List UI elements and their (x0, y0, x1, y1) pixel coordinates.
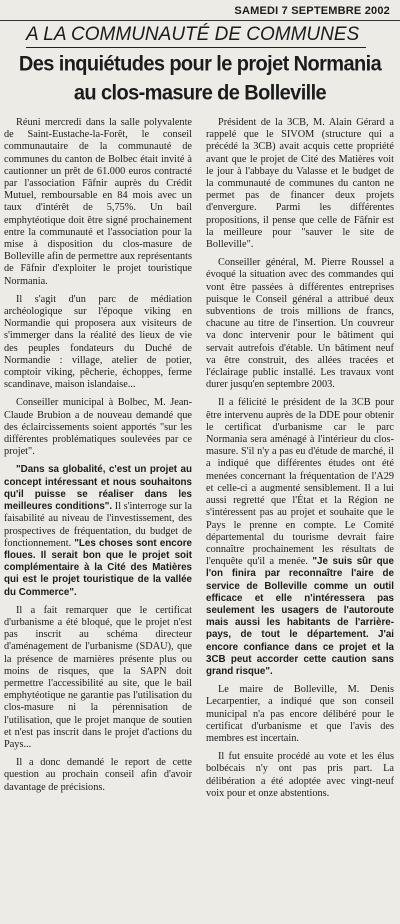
paragraph: Président de la 3CB, M. Alain Gérard a rappelé que le SIVOM (structure qui a précédé la 3CB) avait acquis cette propriété avant que le projet de Cité des Matières voit le jour à l'abbaye du Valasse et le budget de la communauté de communes du canton ne permet pas de financer deux projets d'envergure. Parmi les différentes propositions, il pense que celle de Fâfnir est la meilleure pour "sauver le site de Bolleville". (206, 117, 394, 251)
issue-date: SAMEDI 7 SEPTEMBRE 2002 (234, 5, 390, 17)
paragraph: Il a donc demandé le report de cette question au prochain conseil afin d'avoir davantage de précisions. (4, 757, 192, 793)
paragraph: Conseiller général, M. Pierre Roussel a évoqué la situation avec des commandes qui vont être passées à différentes entreprises puisque le Conseil général a attribué deux subventions de trois millions de francs, chacune au titre de l'insertion. Un couvreur va donc intervenir pour le bâtiment qui servait autrefois d'étable. Un bâtiment neuf va être construit, des allées tracées et l'éclairage public installé. Les travaux vont durer jusqu'en septembre 2003. (206, 257, 394, 391)
headline-line-2: au clos-masure de Bolleville (73, 81, 327, 106)
paragraph: Le maire de Bolleville, M. Denis Lecarpentier, a indiqué que son conseil municipal n'a pas encore délibéré pour le certificat d'urbanisme et que l'avis des membres est incertain. (206, 684, 394, 744)
paragraph (206, 397, 394, 678)
paragraph: Il s'agit d'un parc de médiation archéologique sur l'époque viking en Normandie qui proposera aux visiteurs de s'immerger dans la réalité des lieux de vie des peuples fondateurs du Duché de Normandie : village, atelier de potier, comptoir viking, pêcherie, échoppes, ferme scandinave, maison islandaise... (4, 293, 192, 391)
headline-line-1: Des inquiétudes pour le projet Normania (18, 52, 382, 76)
paragraph: Il a fait remarquer que le certificat d'urbanisme a été bloqué, que le projet n'est pas inscrit au schéma directeur d'aménagement de l'urbanisme (SDAU), que la présence de marnières présente plus ou moins de risques, que la SAPN doit permettre l'accessibilité au site, que le bail emphytéotique ne garantie pas l'utilisation du clos-masure ni la pérennisation de l'utilisation, que le projet manque de soutien et n'est pas inscrit dans le projet d'actions du Pays... (4, 604, 192, 750)
column-left (4, 117, 192, 924)
article-headline (6, 50, 394, 108)
header-rule (0, 20, 400, 21)
quote: "Dans sa globalité, c'est un projet au concept intéressant et nous souhaitons qu'il puisse se réaliser dans les meilleures conditions". (4, 464, 192, 513)
paragraph: Conseiller municipal à Bolbec, M. Jean-Claude Brubion a de nouveau demandé que des éclaircissements soient apportés "sur les différentes problématiques soulevées par ce projet". (4, 397, 192, 458)
paragraph (4, 464, 192, 598)
section-rubric: A LA COMMUNAUTÉ DE COMMUNES (26, 24, 366, 48)
quote: "Je suis sûr que l'on finira par reconnaître l'aire de service de Bolleville comme un outil efficace et elle n'intéressera pas seulement les usagers de l'autoroute mais aussi les habitants de l'arrière-pays, de tout le département. J'ai encore confiance dans ce projet et la 3CB peut accorder cette caution sans grand risque". (206, 556, 394, 677)
quote: "Les choses sont encore floues. Il serait bon que le projet soit complémentaire à la Cité des Matières qui est le projet touristique de la vallée du Commerce". (4, 537, 192, 598)
paragraph: Il fut ensuite procédé au vote et les élus bolbécais n'y ont pas pris part. La délibération a été adoptée avec vingt-neuf voix pour et onze abstentions. (206, 751, 394, 799)
paragraph-text: Il a félicité le président de la 3CB pour être intervenu auprès de la DDE pour obtenir le certificat d'urbanisme car le parc Normania sera aménagé à l'intérieur du clos-masure. S'il n'y a pas eu d'étude de marché, il a indiqué que différentes études ont été menées concernant la fréquentation de l'A29 et celle-ci a augmenté sensiblement. Il a lui aussi regretté que l'État et la Région ne s'intéressent pas au projet et souhaite que le Pays le prenne en compte. Le Comité départemental du tourisme devrait faire connaître prochainement les résultats de l'enquête qu'il a menée. (206, 397, 394, 568)
paragraph: Réuni mercredi dans la salle polyvalente de Saint-Eustache-la-Forêt, le conseil communautaire de la communauté de communes du canton de Bolbec était invité à cautionner un prêt de 61.000 euros contracté par l'association Fâfnir auprès du Crédit Mutuel, remboursable en 84 mois avec un taux d'intérêt de 5,75%. Un bail emphytéotique doit être signé prochainement entre la communauté et l'association pour la mise à disposition du clos-masure de Bolleville afin de permettre aux représentants de Fâfnir d'exploiter le projet touristique Normania. (4, 117, 192, 287)
column-right (206, 117, 394, 924)
article-body (4, 117, 396, 924)
paragraph-text: Il s'interroge sur la faisabilité au niveau de l'investissement, des prospectives de fréquentation, du budget de fonctionnement. (4, 501, 192, 549)
